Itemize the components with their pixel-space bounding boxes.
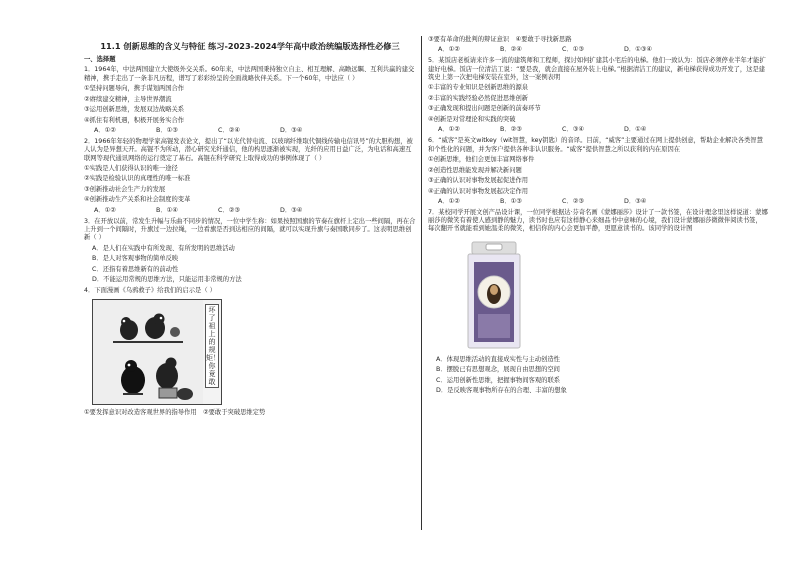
- question-3-option-b[interactable]: B．是人对客观事物的简单反映: [92, 255, 179, 263]
- question-5-option: ③正确发现和提出问题是创新的前奏环节: [428, 105, 541, 113]
- question-6-choices: [438, 198, 768, 206]
- question-1-option: ④抓住有利机遇，积极开展务实合作: [84, 116, 185, 124]
- question-1-option: ③运用创新思维，发展双边战略关系: [84, 106, 185, 114]
- choice-c[interactable]: C．②③: [218, 206, 240, 214]
- document-title: 11.1 创新思维的含义与特征 练习-2023-2024学年高中政治统编版选择性必修三: [100, 41, 400, 51]
- question-2-option: ③创新推动社会生产力的发展: [84, 185, 166, 193]
- right-column: [428, 36, 768, 398]
- left-column: [84, 36, 416, 420]
- question-6-option: ②创造性思维能发现并解决新问题: [428, 166, 522, 174]
- choice-b[interactable]: B．②③: [500, 126, 522, 134]
- question-3-option-a[interactable]: A．是人们在实践中有所发现、有所发明的思维活动: [92, 244, 235, 252]
- question-6-option: ①创新思维，他们会更加丰富网络事件: [428, 156, 535, 164]
- question-7-option-a[interactable]: A．体现思维活动的直接成实性与主动创造性: [436, 355, 560, 363]
- question-3-stem: 3．在开放以前，常发生升幅与乐曲不同步的情况，一位中学生称：如果按照国旗的节奏在旗杆上定出一些间隔，再在合上升到一个间隔时，升旗过一边拉绳，一边看旗是否到达相应的间隔，就可以实现升旗与奏国歌同步了。这表明思维创新（ ）: [84, 217, 416, 242]
- question-5-choices: [438, 126, 768, 134]
- choice-b[interactable]: B．①③: [156, 127, 178, 135]
- choice-a[interactable]: A．①②: [94, 206, 116, 214]
- choice-d[interactable]: D．①③④: [624, 46, 653, 54]
- choice-d[interactable]: D．①④: [624, 126, 647, 134]
- question-7-stem: 7．某校同学开展文创产品设计课，一位同学根据达·芬奇名画《蒙娜丽莎》设计了一款书签，在设计理念里这样说道：蒙娜丽莎的微笑有着使人感到静的魅力，读书时也应有这样静心来细品书中意味的心境，我们设计蒙娜丽莎微微伴阅读书签，每次翻开书就能看到她温柔的微笑，相信你的内心会更加平静，更愿意读书的。该同学的设计图: [428, 208, 768, 233]
- choice-a[interactable]: A．①②: [438, 126, 460, 134]
- question-4-options: ①要发挥意识对改造客观世界的指导作用 ②要敢于突破思维定势: [84, 409, 266, 417]
- choice-a[interactable]: A．①②: [438, 198, 460, 205]
- choice-b[interactable]: B．①④: [156, 206, 178, 214]
- choice-c[interactable]: C．③④: [562, 126, 584, 134]
- question-7-option-d[interactable]: D．是反映客观事物所存在的合理、丰富的想象: [436, 387, 567, 395]
- section-heading: 一、选择题: [84, 56, 116, 63]
- question-3-option-d[interactable]: D．不能运用常规的思维方法，只能运用非常规的方法: [92, 276, 242, 284]
- choice-b[interactable]: B．①③: [500, 198, 522, 205]
- question-1-stem: 1．1964年，中法两国建立大使级外交关系。60年来，中法两国秉持独立自主、相互理解、高瞻远瞩、互利共赢的建交精神，携手走出了一条非凡历程，谱写了彩彩纷呈的全面战略伙伴关系。下一个60年，中法应（ ）: [84, 66, 415, 82]
- choice-c[interactable]: C．②④: [218, 127, 240, 135]
- choice-c[interactable]: C．②③: [562, 198, 584, 205]
- question-5-option: ②丰富的实践经验必然促进思维创新: [428, 94, 529, 102]
- question-2-option: ①实践是人们获得认识的唯一途径: [84, 164, 178, 172]
- question-4-choices: [438, 46, 768, 54]
- question-1-option: ②赓续建交精神，主导世界潮流: [84, 95, 172, 103]
- choice-d[interactable]: D．③④: [280, 206, 303, 214]
- question-6-option: ③正确的认识对事物发展起促进作用: [428, 177, 529, 185]
- choice-a[interactable]: A．①②: [438, 46, 460, 54]
- question-2-option: ④创新推动生产关系和社会制度的变革: [84, 196, 191, 204]
- column-divider: [421, 36, 422, 530]
- choice-d[interactable]: D．③④: [624, 198, 647, 205]
- question-1-choices: [94, 127, 416, 135]
- question-6-option: ④正确的认识对事物发展起决定作用: [428, 187, 529, 195]
- crow-cartoon-drawing: [93, 300, 203, 404]
- question-4-stem: 4．下面漫画《乌鸦救子》给我们的启示是（ ）: [84, 286, 216, 294]
- crow-cartoon-image: [92, 299, 222, 405]
- bookmark-design-image: [464, 240, 524, 350]
- question-1-option: ①坚持问题导向，携手谋划两国合作: [84, 85, 185, 93]
- question-5-option: ④创新是对常理论和实践的突破: [428, 115, 516, 123]
- choice-d[interactable]: D．③④: [280, 127, 303, 135]
- question-2-option: ②实践是检验认识的真理性的唯一标准: [84, 175, 191, 183]
- question-5-stem: 5．某饭店老板请来许多一流的建筑师和工程师，探讨如何扩建其小宅后的电梯。他们一致认为：饭店必须停业半年才能扩建好电梯。饭店一位清洁工说：“要是我，就会直接在屋外装上电梯。”根据清洁工的建议，新电梯获得成功开发了，这是建筑史上第一次把电梯安装在室外，这一案例表明: [428, 57, 766, 81]
- question-2-choices: [94, 207, 416, 215]
- question-7-option-c[interactable]: C．运用创新性思维，把握事物间客观的联系: [436, 376, 561, 384]
- question-3-option-c[interactable]: C．还指有着思维新有的前动性: [92, 265, 179, 273]
- choice-c[interactable]: C．①③: [562, 46, 584, 54]
- question-6-stem: 6．“威客”是英文witkey（wit智慧，key钥匙）的音译。目前，“威客”主要通过在网上提供创意，帮助企业解决各类智慧和个性化的问题，并为客户提供各种非认识服务。“威客”提供智慧之所以获利的内在原因在: [428, 137, 763, 153]
- cartoon-caption: 坏了祖上的规矩！你竟敢: [206, 306, 220, 387]
- question-2-stem: 2．1966年年轻的物理学家高锟发表论文，提出了“以光代替电流、以玻璃纤维取代铜线传输电信讯号”的大胆构想，被人认为是异想天开。高锟不为所动，潜心研究光纤通信，他的构思逐渐被实现，光纤的应用日益广泛，为电话和高速互联网等现代通讯网络的运行奠定了基石。高锟在科学研究上取得成功的事例体现了（ ）: [84, 137, 413, 162]
- choice-b[interactable]: B．②④: [500, 46, 522, 54]
- mona-lisa-bookmark-drawing: [464, 240, 524, 350]
- question-5-option: ①丰富的专业知识是创新思维的源泉: [428, 84, 529, 92]
- choice-a[interactable]: A．①②: [94, 127, 116, 135]
- question-7-option-b[interactable]: B．摆脱已有思想观念，展现自由思想的空间: [436, 366, 560, 374]
- question-4-options-continued: ③要有革命的批判的辩证意识 ④要敢于寻找新思路: [428, 36, 572, 43]
